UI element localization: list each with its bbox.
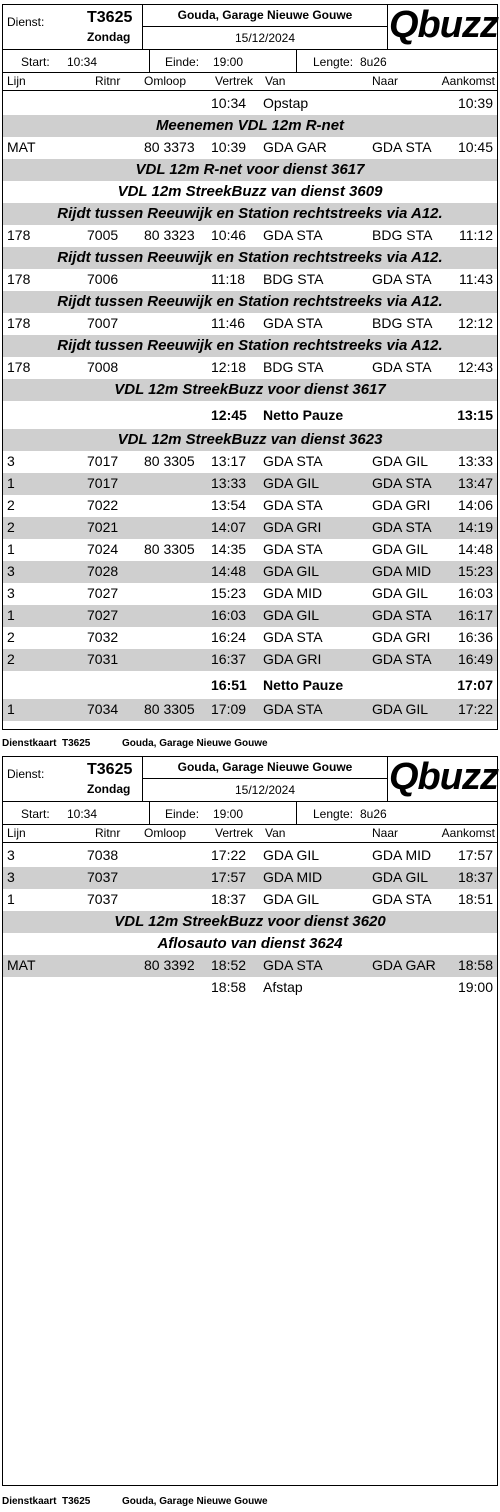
cell-naar: GDA GIL: [372, 541, 429, 557]
note-row: Rijdt tussen Reeuwijk en Station rechtstreeks via A12.: [3, 291, 497, 313]
cell-lijn: 178: [7, 359, 31, 375]
cell-aankomst: 18:58: [457, 957, 493, 973]
cell-lijn: 3: [7, 453, 15, 469]
col-vertrek: Vertrek: [215, 826, 254, 840]
cell-van: GDA STA: [263, 629, 323, 645]
cell-van: BDG STA: [263, 359, 324, 375]
cell-van: GDA STA: [263, 315, 323, 331]
trip-row: [3, 627, 497, 649]
cell-naar: GDA MID: [372, 563, 432, 579]
divider: [296, 802, 297, 824]
cell-naar: GDA STA: [372, 475, 432, 491]
cell-naar: BDG STA: [372, 315, 433, 331]
note-row: Meenemen VDL 12m R-net: [3, 115, 497, 137]
dienstkaart-page-1: [0, 0, 500, 752]
cell-aankomst: 14:06: [457, 497, 493, 513]
cell-vertrek: 14:07: [211, 519, 247, 535]
cell-vertrek: 18:58: [211, 979, 247, 995]
note-row: VDL 12m R-net voor dienst 3617: [3, 159, 497, 181]
cell-van: Afstap: [263, 979, 303, 995]
divider: [149, 50, 150, 72]
cell-vertrek: 14:35: [211, 541, 247, 557]
cell-omloop: 80 3305: [144, 701, 195, 717]
note-row: VDL 12m StreekBuzz voor dienst 3617: [3, 379, 497, 401]
cell-naar: GDA MID: [372, 847, 432, 863]
trip-row: [3, 867, 497, 889]
cell-vertrek: 10:34: [211, 95, 247, 111]
pause-start: 12:45: [211, 407, 247, 423]
cell-lijn: 3: [7, 563, 15, 579]
divider: [296, 50, 297, 72]
col-vertrek: Vertrek: [215, 74, 254, 88]
cell-lijn: 1: [7, 607, 15, 623]
cell-vertrek: 10:39: [211, 139, 247, 155]
cell-lijn: 3: [7, 869, 15, 885]
col-omloop: Omloop: [144, 74, 187, 88]
cell-van: GDA MID: [263, 585, 323, 601]
cell-naar: GDA GRI: [372, 629, 431, 645]
trip-row: [3, 473, 497, 495]
cell-naar: GDA GAR: [372, 957, 436, 973]
cell-aankomst: 17:22: [457, 701, 493, 717]
cell-van: GDA STA: [263, 497, 323, 513]
cell-ritnr: 7017: [87, 453, 119, 469]
cell-aankomst: 12:12: [457, 315, 493, 331]
cell-lijn: 2: [7, 629, 15, 645]
footer-label: Dienstkaart: [2, 738, 57, 749]
lengte-label: Lengte:: [313, 55, 354, 69]
cell-vertrek: 14:48: [211, 563, 247, 579]
trip-row: [3, 977, 497, 999]
cell-van: GDA GAR: [263, 139, 327, 155]
start-label: Start:: [21, 55, 50, 69]
cell-vertrek: 10:46: [211, 227, 247, 243]
cell-vertrek: 16:37: [211, 651, 247, 667]
trip-row: [3, 225, 497, 247]
cell-van: GDA GIL: [263, 475, 320, 491]
cell-lijn: MAT: [7, 957, 36, 973]
cell-van: GDA GIL: [263, 563, 320, 579]
cell-vertrek: 11:18: [211, 271, 245, 287]
shift-times: [3, 801, 497, 825]
cell-vertrek: 13:17: [211, 453, 247, 469]
trip-row: [3, 561, 497, 583]
page-frame: [2, 4, 498, 730]
cell-vertrek: 17:09: [211, 701, 247, 717]
cell-naar: GDA GIL: [372, 585, 429, 601]
col-aankomst: Aankomst: [441, 826, 495, 840]
note-row: VDL 12m StreekBuzz voor dienst 3620: [3, 911, 497, 933]
start-time: 10:34: [67, 55, 98, 69]
dienst-day: Zondag: [87, 782, 131, 796]
einde-time: 19:00: [213, 55, 244, 69]
cell-aankomst: 10:45: [457, 139, 493, 155]
cell-vertrek: 17:22: [211, 847, 247, 863]
cell-aankomst: 16:17: [457, 607, 493, 623]
footer-location: Gouda, Garage Nieuwe Gouwe: [122, 1496, 268, 1507]
cell-van: GDA GIL: [263, 847, 320, 863]
cell-ritnr: 7034: [87, 701, 119, 717]
col-omloop: Omloop: [144, 826, 187, 840]
cell-aankomst: 11:12: [459, 227, 493, 243]
card-header: [3, 5, 497, 49]
trip-row: [3, 93, 497, 115]
cell-van: Opstap: [263, 95, 309, 111]
cell-ritnr: 7005: [87, 227, 119, 243]
dienst-day: Zondag: [87, 30, 131, 44]
lengte-value: 8u26: [360, 55, 387, 69]
note-row: Rijdt tussen Reeuwijk en Station rechtstreeks via A12.: [3, 247, 497, 269]
cell-naar: GDA STA: [372, 359, 432, 375]
cell-aankomst: 18:37: [457, 869, 493, 885]
cell-van: GDA GRI: [263, 519, 322, 535]
trip-row: [3, 313, 497, 335]
cell-van: GDA STA: [263, 227, 323, 243]
cell-lijn: MAT: [7, 139, 36, 155]
page-frame: [2, 756, 498, 1486]
cell-naar: BDG STA: [372, 227, 433, 243]
pause-row: [3, 671, 497, 699]
cell-van: GDA GIL: [263, 607, 320, 623]
cell-omloop: 80 3305: [144, 541, 195, 557]
col-lijn: Lijn: [7, 74, 26, 88]
cell-aankomst: 19:00: [457, 979, 493, 995]
trip-row: [3, 649, 497, 671]
col-naar: Naar: [372, 74, 399, 88]
dienst-number: T3625: [87, 9, 133, 26]
cell-ritnr: 7027: [87, 585, 119, 601]
cell-omloop: 80 3392: [144, 957, 195, 973]
cell-lijn: 2: [7, 651, 15, 667]
start-time: 10:34: [67, 807, 98, 821]
note-row: Aflosauto van dienst 3624: [157, 935, 343, 952]
note-row: Rijdt tussen Reeuwijk en Station rechtstreeks via A12.: [3, 203, 497, 225]
col-naar: Naar: [372, 826, 399, 840]
qbuzz-logo: Qbuzz: [389, 4, 498, 46]
cell-ritnr: 7022: [87, 497, 119, 513]
cell-lijn: 178: [7, 271, 31, 287]
cell-vertrek: 13:33: [211, 475, 247, 491]
cell-ritnr: 7037: [87, 891, 119, 907]
cell-lijn: 1: [7, 701, 15, 717]
cell-vertrek: 17:57: [211, 869, 247, 885]
pause-row: [3, 401, 497, 429]
cell-van: GDA STA: [263, 701, 323, 717]
cell-aankomst: 15:23: [457, 563, 493, 579]
dienst-number: T3625: [87, 761, 133, 778]
cell-ritnr: 7007: [87, 315, 119, 331]
cell-aankomst: 16:36: [457, 629, 493, 645]
cell-vertrek: 16:24: [211, 629, 247, 645]
cell-ritnr: 7028: [87, 563, 119, 579]
lengte-label: Lengte:: [313, 807, 354, 821]
cell-lijn: 3: [7, 847, 15, 863]
cell-van: BDG STA: [263, 271, 324, 287]
cell-aankomst: 16:03: [457, 585, 493, 601]
date: 15/12/2024: [143, 779, 388, 801]
trip-row: [3, 699, 497, 721]
cell-van: GDA STA: [263, 453, 323, 469]
cell-vertrek: 18:52: [211, 957, 247, 973]
cell-naar: GDA GIL: [372, 453, 429, 469]
cell-aankomst: 18:51: [457, 891, 493, 907]
cell-aankomst: 10:39: [457, 95, 493, 111]
column-header: [3, 825, 497, 843]
footer-location: Gouda, Garage Nieuwe Gouwe: [122, 738, 268, 749]
cell-naar: GDA STA: [372, 891, 432, 907]
cell-ritnr: 7024: [87, 541, 119, 557]
cell-lijn: 178: [7, 315, 31, 331]
cell-naar: GDA STA: [372, 607, 432, 623]
footer-dienst: T3625: [62, 1496, 91, 1507]
cell-aankomst: 13:33: [457, 453, 493, 469]
trip-row: [3, 517, 497, 539]
trip-row: [3, 137, 497, 159]
cell-naar: GDA GIL: [372, 701, 429, 717]
cell-naar: GDA STA: [372, 651, 432, 667]
col-ritnr: Ritnr: [95, 74, 121, 88]
pause-label: Netto Pauze: [263, 407, 344, 423]
trip-list: [3, 845, 497, 999]
col-van: Van: [265, 74, 286, 88]
cell-ritnr: 7038: [87, 847, 119, 863]
cell-lijn: 1: [7, 541, 15, 557]
column-header: [3, 73, 497, 91]
cell-aankomst: 14:19: [457, 519, 493, 535]
cell-naar: GDA STA: [372, 271, 432, 287]
cell-lijn: 3: [7, 585, 15, 601]
trip-row: [3, 451, 497, 473]
location: Gouda, Garage Nieuwe Gouwe: [143, 757, 388, 779]
trip-row: [3, 889, 497, 911]
cell-naar: GDA STA: [372, 519, 432, 535]
cell-aankomst: 13:47: [457, 475, 493, 491]
col-van: Van: [265, 826, 286, 840]
cell-van: GDA STA: [263, 957, 323, 973]
cell-aankomst: 12:43: [457, 359, 493, 375]
date: 15/12/2024: [143, 27, 388, 49]
trip-row: [3, 605, 497, 627]
einde-label: Einde:: [165, 55, 200, 69]
cell-ritnr: 7032: [87, 629, 119, 645]
note-row: VDL 12m StreekBuzz van dienst 3623: [3, 429, 497, 451]
note-row: VDL 12m StreekBuzz van dienst 3609: [117, 183, 383, 200]
trip-row: [3, 539, 497, 561]
cell-ritnr: 7017: [87, 475, 119, 491]
cell-omloop: 80 3305: [144, 453, 195, 469]
footer-dienst: T3625: [62, 738, 91, 749]
footer-label: Dienstkaart: [2, 1496, 57, 1507]
trip-row: [3, 357, 497, 379]
cell-lijn: 2: [7, 497, 15, 513]
cell-lijn: 2: [7, 519, 15, 535]
cell-naar: GDA GRI: [372, 497, 431, 513]
trip-row: [3, 495, 497, 517]
cell-ritnr: 7008: [87, 359, 119, 375]
einde-label: Einde:: [165, 807, 200, 821]
pause-start: 16:51: [211, 677, 247, 693]
divider: [149, 802, 150, 824]
col-lijn: Lijn: [7, 826, 26, 840]
cell-vertrek: 12:18: [211, 359, 247, 375]
col-aankomst: Aankomst: [441, 74, 495, 88]
location: Gouda, Garage Nieuwe Gouwe: [143, 5, 388, 27]
lengte-value: 8u26: [360, 807, 387, 821]
cell-lijn: 1: [7, 891, 15, 907]
cell-van: GDA MID: [263, 869, 323, 885]
cell-van: GDA GIL: [263, 891, 320, 907]
cell-naar: GDA STA: [372, 139, 432, 155]
cell-ritnr: 7031: [87, 651, 119, 667]
cell-van: GDA GRI: [263, 651, 322, 667]
cell-vertrek: 15:23: [211, 585, 247, 601]
start-label: Start:: [21, 807, 50, 821]
shift-times: [3, 49, 497, 73]
cell-ritnr: 7037: [87, 869, 119, 885]
cell-vertrek: 13:54: [211, 497, 247, 513]
cell-vertrek: 18:37: [211, 891, 247, 907]
col-ritnr: Ritnr: [95, 826, 121, 840]
cell-vertrek: 16:03: [211, 607, 247, 623]
trip-row: [3, 269, 497, 291]
trip-list: [3, 93, 497, 721]
card-header: [3, 757, 497, 801]
dienst-label: Dienst:: [7, 767, 45, 781]
qbuzz-logo: Qbuzz: [389, 756, 498, 798]
trip-row: [3, 955, 497, 977]
trip-row: [3, 845, 497, 867]
cell-omloop: 80 3373: [144, 139, 195, 155]
cell-omloop: 80 3323: [144, 227, 195, 243]
cell-lijn: 1: [7, 475, 15, 491]
cell-aankomst: 17:57: [457, 847, 493, 863]
cell-vertrek: 11:46: [211, 315, 245, 331]
cell-aankomst: 11:43: [459, 271, 493, 287]
pause-end: 17:07: [457, 677, 493, 693]
dienstkaart-page-2: [0, 752, 500, 1512]
cell-lijn: 178: [7, 227, 31, 243]
cell-ritnr: 7021: [87, 519, 119, 535]
cell-aankomst: 16:49: [457, 651, 493, 667]
note-row: Rijdt tussen Reeuwijk en Station rechtstreeks via A12.: [3, 335, 497, 357]
cell-aankomst: 14:48: [457, 541, 493, 557]
pause-label: Netto Pauze: [263, 677, 344, 693]
cell-ritnr: 7027: [87, 607, 119, 623]
cell-ritnr: 7006: [87, 271, 119, 287]
trip-row: [3, 583, 497, 605]
cell-van: GDA STA: [263, 541, 323, 557]
dienst-label: Dienst:: [7, 15, 45, 29]
cell-naar: GDA GIL: [372, 869, 429, 885]
einde-time: 19:00: [213, 807, 244, 821]
pause-end: 13:15: [457, 407, 493, 423]
